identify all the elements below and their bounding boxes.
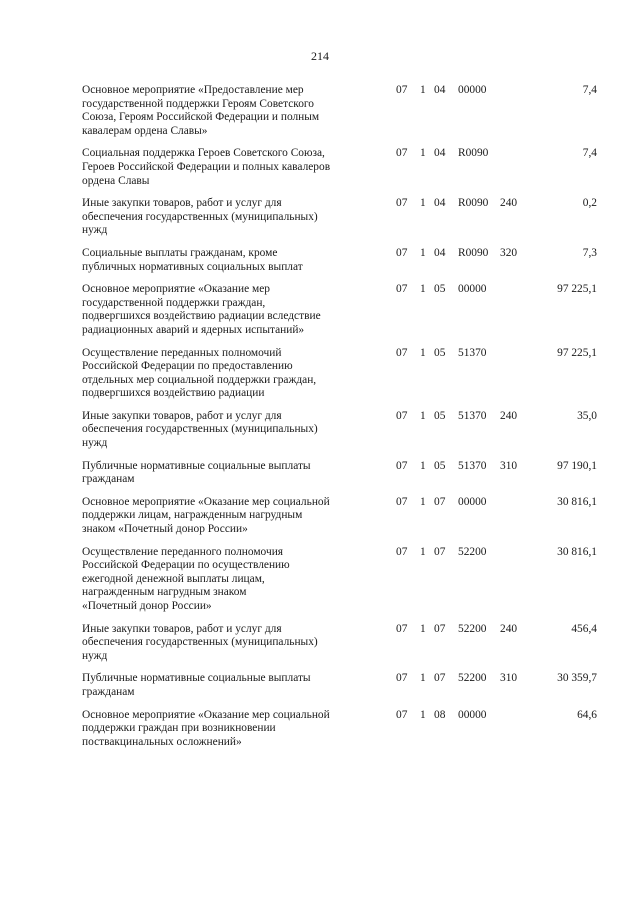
row-description: Основное мероприятие «Оказание мер государственной поддержки граждан, подвергшихся воздействию радиации вследствие радиационных аварий и ядерных испытаний» — [82, 283, 321, 336]
code-direction: 00000 — [458, 283, 487, 296]
classification-code — [396, 247, 498, 261]
code-subprogram: 1 — [420, 708, 426, 721]
code-subprogram: 1 — [420, 147, 426, 160]
row-description: Осуществление переданных полномочий Российской Федерации по предоставлению отдельных мер социальной поддержки граждан, подвергшихся воздействию радиации — [82, 346, 317, 400]
row-description: Социальные выплаты гражданам, кроме публичных нормативных социальных выплат — [82, 246, 303, 273]
code-program: 07 — [396, 147, 408, 160]
table-row — [82, 496, 602, 537]
row-amount: 30 359,7 — [557, 672, 597, 685]
code-program: 07 — [396, 409, 408, 422]
table-row — [82, 410, 602, 451]
row-description: Публичные нормативные социальные выплаты гражданам — [82, 672, 311, 698]
classification-code — [396, 147, 498, 161]
code-direction: R0090 — [458, 197, 489, 210]
expense-type: 240 — [500, 197, 518, 210]
code-program: 07 — [396, 346, 408, 359]
classification-code — [396, 84, 498, 98]
expense-type: 310 — [500, 459, 518, 472]
row-amount: 64,6 — [577, 708, 597, 721]
expense-type: 240 — [500, 409, 518, 422]
code-program: 07 — [396, 283, 408, 296]
code-subprogram: 1 — [420, 545, 426, 558]
code-main-event: 05 — [434, 459, 446, 472]
code-subprogram: 1 — [420, 672, 426, 685]
code-program: 07 — [396, 622, 408, 635]
code-main-event: 04 — [434, 246, 446, 259]
classification-code — [396, 623, 498, 637]
row-amount: 456,4 — [571, 622, 597, 635]
row-amount: 97 225,1 — [557, 283, 597, 296]
row-description: Иные закупки товаров, работ и услуг для обеспечения государственных (муниципальных) нужд — [82, 197, 318, 237]
classification-code — [396, 410, 498, 424]
classification-code — [396, 496, 498, 510]
classification-code — [396, 672, 498, 686]
row-amount: 30 816,1 — [557, 545, 597, 558]
table-row — [82, 672, 602, 699]
code-main-event: 04 — [434, 197, 446, 210]
row-amount: 0,2 — [582, 197, 597, 210]
code-program: 07 — [396, 197, 408, 210]
code-program: 07 — [396, 459, 408, 472]
classification-code — [396, 546, 498, 560]
code-program: 07 — [396, 246, 408, 259]
code-subprogram: 1 — [420, 283, 426, 296]
row-amount: 7,3 — [582, 246, 597, 259]
code-subprogram: 1 — [420, 495, 426, 508]
code-subprogram: 1 — [420, 409, 426, 422]
table-row — [82, 283, 602, 337]
table-row — [82, 623, 602, 664]
code-main-event: 07 — [434, 495, 446, 508]
code-subprogram: 1 — [420, 622, 426, 635]
code-main-event: 08 — [434, 708, 446, 721]
code-program: 07 — [396, 545, 408, 558]
row-amount: 7,4 — [582, 84, 597, 96]
row-description: Публичные нормативные социальные выплаты гражданам — [82, 459, 311, 486]
code-program: 07 — [396, 495, 408, 508]
code-direction: 00000 — [458, 495, 487, 508]
row-amount: 30 816,1 — [557, 495, 597, 508]
row-amount: 35,0 — [577, 409, 597, 422]
code-direction: 51370 — [458, 459, 487, 472]
row-description: Основное мероприятие «Оказание мер социальной поддержки лицам, награжденным нагрудным знаком «Почетный донор России» — [82, 495, 330, 536]
row-description: Иные закупки товаров, работ и услуг для обеспечения государственных (муниципальных) нужд — [82, 622, 318, 662]
code-direction: 52200 — [458, 672, 487, 685]
row-amount: 7,4 — [582, 147, 597, 160]
code-direction: 00000 — [458, 708, 487, 721]
code-direction: 00000 — [458, 84, 487, 96]
row-description: Основное мероприятие «Предоставление мер государственной поддержки Героям Советского Союза, Героям Российской Федерации и полным кавалерам ордена Славы» — [82, 84, 320, 137]
code-main-event: 04 — [434, 147, 446, 160]
row-description: Социальная поддержка Героев Советского Союза, Героев Российской Федерации и полных кавалеров ордена Славы — [82, 147, 331, 187]
code-subprogram: 1 — [420, 197, 426, 210]
classification-code — [396, 197, 498, 211]
code-main-event: 05 — [434, 346, 446, 359]
code-direction: 52200 — [458, 622, 487, 635]
classification-code — [396, 709, 498, 723]
code-program: 07 — [396, 708, 408, 721]
code-direction: 51370 — [458, 346, 487, 359]
row-description: Осуществление переданного полномочия Российской Федерации по осуществлению ежегодной денежной выплаты лицам, награжденным нагрудным знаком «Почетный донор России» — [82, 545, 290, 612]
code-subprogram: 1 — [420, 346, 426, 359]
table-row — [82, 347, 602, 401]
budget-table — [82, 84, 602, 758]
classification-code — [396, 460, 498, 474]
code-direction: 52200 — [458, 545, 487, 558]
code-subprogram: 1 — [420, 459, 426, 472]
row-description: Иные закупки товаров, работ и услуг для обеспечения государственных (муниципальных) нужд — [82, 409, 318, 450]
table-row — [82, 197, 602, 238]
expense-type: 310 — [500, 672, 518, 685]
code-subprogram: 1 — [420, 246, 426, 259]
row-amount: 97 225,1 — [557, 346, 597, 359]
code-main-event: 07 — [434, 545, 446, 558]
expense-type: 320 — [500, 246, 518, 259]
row-description: Основное мероприятие «Оказание мер социальной поддержки граждан при возникновении поствакцинальных осложнений» — [82, 708, 330, 748]
table-row — [82, 147, 602, 188]
classification-code — [396, 347, 498, 361]
table-row — [82, 84, 602, 138]
expense-type: 240 — [500, 622, 518, 635]
row-amount: 97 190,1 — [557, 459, 597, 472]
table-row — [82, 247, 602, 274]
code-subprogram: 1 — [420, 84, 426, 96]
code-main-event: 07 — [434, 672, 446, 685]
code-program: 07 — [396, 84, 408, 96]
code-main-event: 05 — [434, 283, 446, 296]
code-direction: R0090 — [458, 147, 489, 160]
table-row — [82, 460, 602, 487]
code-program: 07 — [396, 672, 408, 685]
page-number: 214 — [311, 49, 329, 63]
code-main-event: 07 — [434, 622, 446, 635]
code-direction: 51370 — [458, 409, 487, 422]
code-direction: R0090 — [458, 246, 489, 259]
table-row — [82, 546, 602, 614]
code-main-event: 05 — [434, 409, 446, 422]
table-row — [82, 709, 602, 750]
classification-code — [396, 283, 498, 297]
code-main-event: 04 — [434, 84, 446, 96]
